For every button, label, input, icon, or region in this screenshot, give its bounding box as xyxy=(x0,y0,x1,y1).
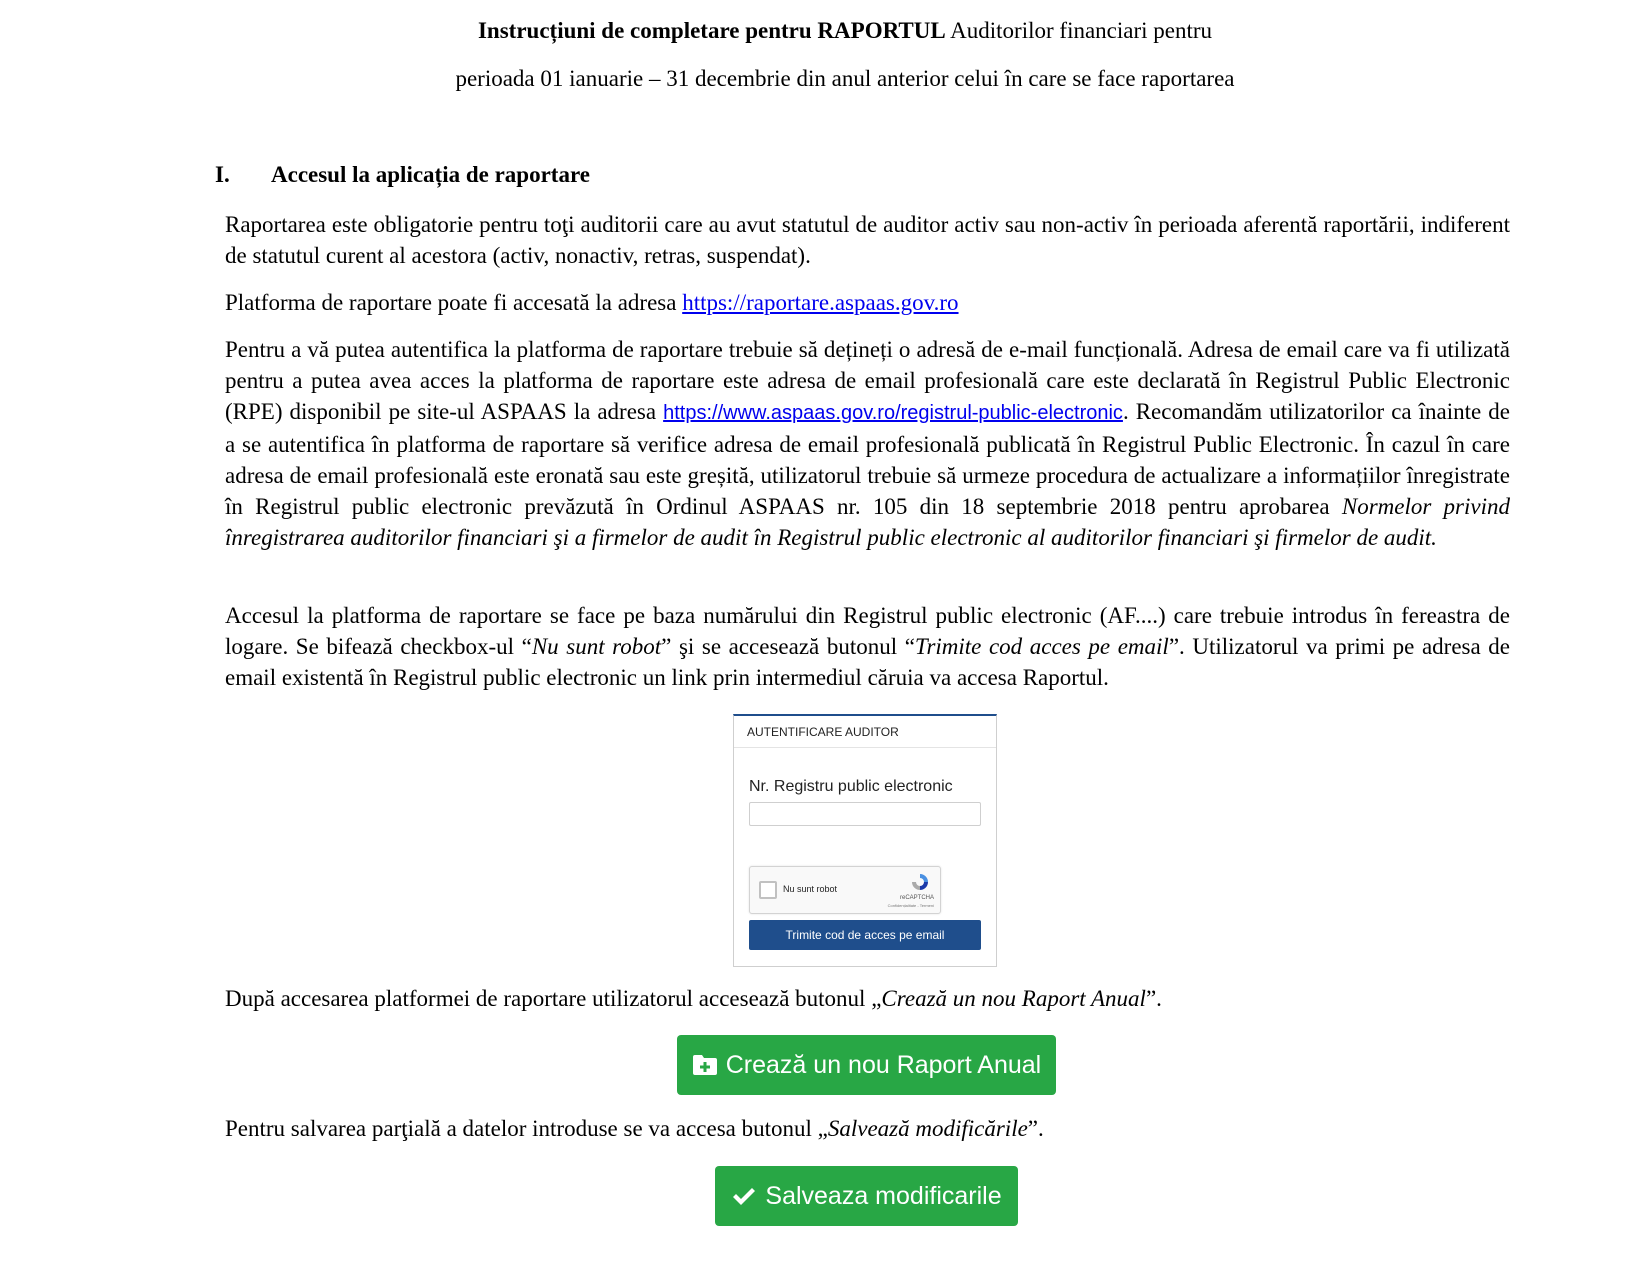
captcha-reference: Nu sunt robot xyxy=(531,634,662,659)
registry-link[interactable]: https://www.aspaas.gov.ro/registrul-public-electronic xyxy=(663,402,1123,424)
create-button-label: Crează un nou Raport Anual xyxy=(725,1051,1042,1079)
check-icon xyxy=(731,1185,757,1207)
paragraph-login-access xyxy=(225,600,1510,693)
captcha-checkbox[interactable] xyxy=(759,881,777,899)
recaptcha-widget xyxy=(749,866,941,914)
norms-title: Normelor privind înregistrarea auditorilor financiari şi a firmelor de audit în Registrul public electronic al auditorilor financiari şi firmelor de audit. xyxy=(225,494,1510,550)
send-access-code-button[interactable]: Trimite cod de acces pe email xyxy=(749,920,981,950)
document-subtitle: perioada 01 ianuarie – 31 decembrie din anul anterior celui în care se face raportarea xyxy=(455,66,1235,91)
create-annual-report-button[interactable] xyxy=(677,1035,1056,1095)
login-panel-header: AUTENTIFICARE AUDITOR xyxy=(734,716,996,748)
document-title xyxy=(0,18,1650,44)
paragraph-text: Platforma de raportare poate fi accesată la adresa xyxy=(225,290,683,315)
paragraph-text: ” şi se accesează butonul “ xyxy=(661,634,915,659)
paragraph-create-report xyxy=(225,983,1510,1014)
captcha-brand: reCAPTCHA xyxy=(899,895,934,901)
paragraph-platform-address xyxy=(225,287,1510,318)
paragraph-text: După accesarea platformei de raportare utilizatorul accesează butonul „ xyxy=(225,986,882,1011)
create-button-reference: Crează un nou Raport Anual xyxy=(881,986,1146,1011)
paragraph-text: Pentru a vă putea autentifica la platforma de raportare trebuie să dețineți o adresă de e-mail funcțională. Adresa de email care va fi utilizată pentru a putea avea acces la platforma de raportare este adresa de email profesională care este declarată în Registrul Public Electronic (RPE) disponibil pe site-ul ASPAAS la adresa xyxy=(225,337,1510,424)
save-button-label: Salveaza modificarile xyxy=(765,1182,1002,1210)
send-button-reference: Trimite cod acces pe email xyxy=(914,634,1169,659)
paragraph-text: Accesul la platforma de raportare se face pe baza numărului din Registrul public electronic (AF....) care trebuie introdus în fereastra de logare. Se bifează checkbox-ul “ xyxy=(225,603,1510,659)
title-bold-part: Instrucțiuni de completare pentru RAPORTUL xyxy=(477,18,946,43)
paragraph-authentication xyxy=(225,334,1510,553)
platform-link[interactable]: https://raportare.aspaas.gov.ro xyxy=(682,290,959,315)
registry-number-label: Nr. Registru public electronic xyxy=(749,778,953,795)
paragraph-text: ”. xyxy=(1027,1116,1044,1141)
section-title: Accesul la aplicația de raportare xyxy=(271,162,590,187)
paragraph-text: ”. xyxy=(1145,986,1162,1011)
folder-plus-icon xyxy=(692,1054,718,1076)
captcha-label: Nu sunt robot xyxy=(783,884,838,894)
recaptcha-logo-icon xyxy=(910,872,930,892)
title-regular-part: Auditorilor financiari pentru xyxy=(945,18,1213,43)
paragraph-obligation: Raportarea este obligatorie pentru toţi auditorii care au avut statutul de auditor activ sau non-activ în perioada aferentă raportării, indiferent de statutul curent al acestora (activ, nonactiv, retras, suspendat). xyxy=(225,212,1510,268)
paragraph-text: ”. Utilizatorul va primi pe adresa de email existentă în Registrul public electronic un link prin intermediul căruia va accesa Raportul. xyxy=(225,634,1510,690)
paragraph-save-changes xyxy=(225,1113,1510,1144)
paragraph-text: . Recomandăm utilizatorilor ca înainte de a se autentifica în platforma de raportare să verifice adresa de email profesională publicată în Registrul Public Electronic. În cazul în care adresa de email profesională este eronată sau este greșită, utilizatorul trebuie să urmeze procedura de actualizare a informațiilor înregistrate în Registrul public electronic prevăzută în Ordinul ASPAAS nr. 105 din 18 septembrie 2018 pentru aprobarea xyxy=(225,399,1510,519)
section-number: I. xyxy=(215,162,230,187)
paragraph-text: Pentru salvarea parţială a datelor introduse se va accesa butonul „ xyxy=(225,1116,828,1141)
save-button-reference: Salvează modificările xyxy=(827,1116,1028,1141)
login-panel xyxy=(733,714,997,967)
save-changes-button[interactable] xyxy=(715,1166,1018,1226)
registry-number-input[interactable] xyxy=(749,802,981,826)
captcha-terms[interactable]: Confidențialitate - Termeni xyxy=(887,903,934,908)
